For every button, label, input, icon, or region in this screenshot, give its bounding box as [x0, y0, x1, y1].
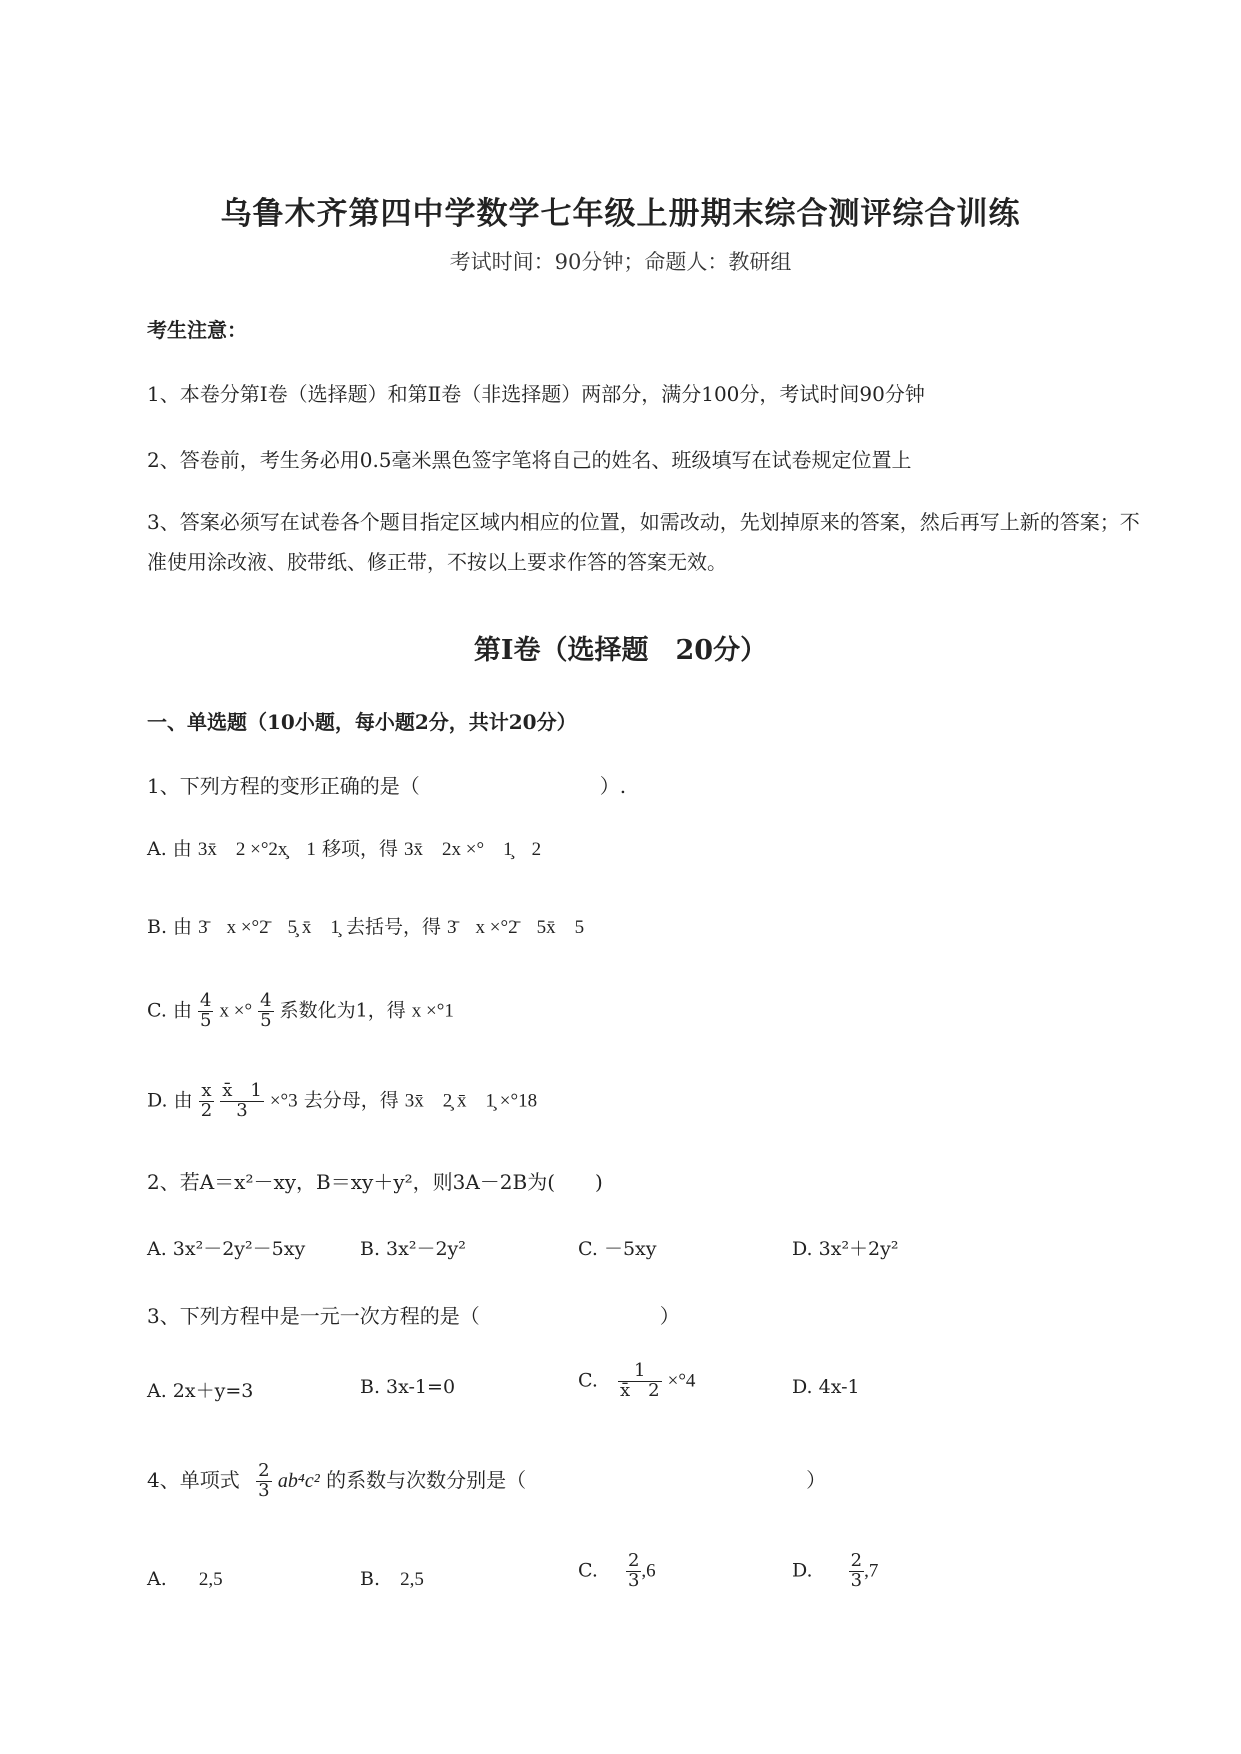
option-label: A.	[147, 1568, 167, 1590]
question-1-option-d	[147, 1082, 537, 1121]
question-1-stem: 1、下列方程的变形正确的是（ ）.	[147, 774, 627, 798]
option-label: B. 由	[147, 916, 193, 938]
numerator: 2	[258, 1460, 270, 1481]
option-label: C.	[578, 1369, 598, 1392]
question-3-option-d: D. 4x-1	[792, 1376, 860, 1398]
option-text: 系数化为1，得	[279, 999, 406, 1022]
option-value: 2,5	[198, 1569, 223, 1590]
math-expression: 3̄ x ×°2̄ 5̧ x̄ 1̧	[198, 917, 340, 938]
notice-item-2: 2、答卷前，考生务必用0.5毫米黑色签字笔将自己的姓名、班级填写在试卷规定位置上	[147, 448, 912, 472]
denominator: 3	[236, 1099, 248, 1121]
math-expression: 3x̄ 2 ×°2x̧ 1	[197, 839, 316, 860]
notice-item-1: 1、本卷分第I卷（选择题）和第Ⅱ卷（非选择题）两部分，满分100分，考试时间90分钟	[147, 382, 925, 406]
numerator: 4	[260, 990, 272, 1011]
math-expression: x ×°	[219, 1000, 253, 1022]
stem-text: 的系数与次数分别是（ ）	[326, 1467, 827, 1492]
denominator: 5	[200, 1009, 212, 1031]
denominator: 3	[627, 1569, 640, 1591]
fraction	[618, 1362, 662, 1401]
option-label: D.	[792, 1559, 813, 1582]
fraction	[220, 1082, 264, 1121]
option-text: 去分母，得	[303, 1089, 399, 1112]
section-title: 第I卷（选择题 20分）	[473, 635, 768, 666]
option-label: D. 由	[147, 1089, 193, 1112]
numerator: 4	[200, 990, 212, 1011]
numerator: 2	[850, 1550, 863, 1571]
numerator: 2	[627, 1550, 640, 1571]
question-1-option-c	[147, 992, 454, 1031]
option-label: C. 由	[147, 999, 192, 1022]
option-value: ,6	[641, 1560, 656, 1582]
option-text: 去括号，得	[345, 916, 441, 938]
option-label: B.	[360, 1568, 381, 1590]
math-expression: ×°4	[667, 1370, 696, 1392]
option-text: 移项，得	[321, 838, 398, 860]
notice-item-3: 3、答案必须写在试卷各个题目指定区域内相应的位置，如需改动，先划掉原来的答案，然后再写上新的答案；不准使用涂改液、胶带纸、修正带，不按以上要求作答的答案无效。	[147, 510, 1140, 574]
fraction	[256, 1462, 271, 1501]
question-3-option-b: B. 3x-1=0	[360, 1376, 456, 1398]
fraction	[258, 992, 273, 1031]
math-expression: x ×°1	[411, 1000, 454, 1022]
option-label: C.	[578, 1559, 598, 1582]
question-4-option-c	[578, 1552, 656, 1591]
fraction	[849, 1552, 864, 1591]
numerator: 1	[618, 1362, 662, 1382]
exam-info: 考试时间：90分钟；命题人：教研组	[449, 250, 792, 274]
option-value: ,7	[864, 1560, 879, 1582]
fraction	[626, 1552, 641, 1591]
fraction	[198, 992, 213, 1031]
stem-text: 4、单项式	[147, 1467, 240, 1492]
question-1-option-b	[147, 912, 584, 939]
math-expression: 3x̄ 2x ×° 1̧ 2	[404, 839, 542, 860]
notice-heading: 考生注意：	[147, 318, 247, 342]
question-2-option-c: C. －5xy	[578, 1238, 657, 1260]
question-4-option-b	[360, 1568, 424, 1591]
question-1-option-a	[147, 834, 541, 861]
question-3-option-a: A. 2x＋y=3	[147, 1380, 254, 1402]
question-3-stem: 3、下列方程中是一元一次方程的是（ ）	[147, 1304, 680, 1328]
fraction	[199, 1082, 214, 1121]
math-expression: ab⁴c²	[277, 1469, 320, 1492]
denominator: 5	[260, 1009, 272, 1031]
option-value: 2,5	[400, 1569, 424, 1590]
question-4-stem	[147, 1462, 826, 1501]
math-expression: 3̄ x ×°2̄ 5x̄ 5	[447, 917, 585, 938]
question-2-option-b: B. 3x²－2y²	[360, 1238, 466, 1260]
option-label: A. 由	[147, 838, 192, 860]
part-heading: 一、单选题（10小题，每小题2分，共计20分）	[147, 710, 577, 734]
denominator: 2	[200, 1099, 213, 1121]
question-2-option-d: D. 3x²＋2y²	[792, 1238, 899, 1260]
math-expression: ×°3	[269, 1090, 298, 1112]
question-3-option-c	[578, 1362, 695, 1401]
denominator: 3	[850, 1569, 863, 1591]
numerator: x̄ 1	[222, 1080, 262, 1101]
math-expression: 3x̄ 2̧ x̄ 1̧ ×°18	[404, 1090, 538, 1112]
page-title: 乌鲁木齐第四中学数学七年级上册期末综合测评综合训练	[220, 196, 1021, 232]
denominator: 3	[258, 1479, 270, 1501]
question-4-option-a	[147, 1568, 223, 1591]
question-2-stem: 2、若A＝x²－xy，B＝xy＋y²，则3A－2B为( )	[147, 1170, 603, 1194]
question-4-option-d	[792, 1552, 878, 1591]
question-2-option-a: A. 3x²－2y²－5xy	[147, 1238, 306, 1260]
denominator: x̄ 2	[619, 1379, 660, 1401]
numerator: x	[199, 1082, 214, 1102]
